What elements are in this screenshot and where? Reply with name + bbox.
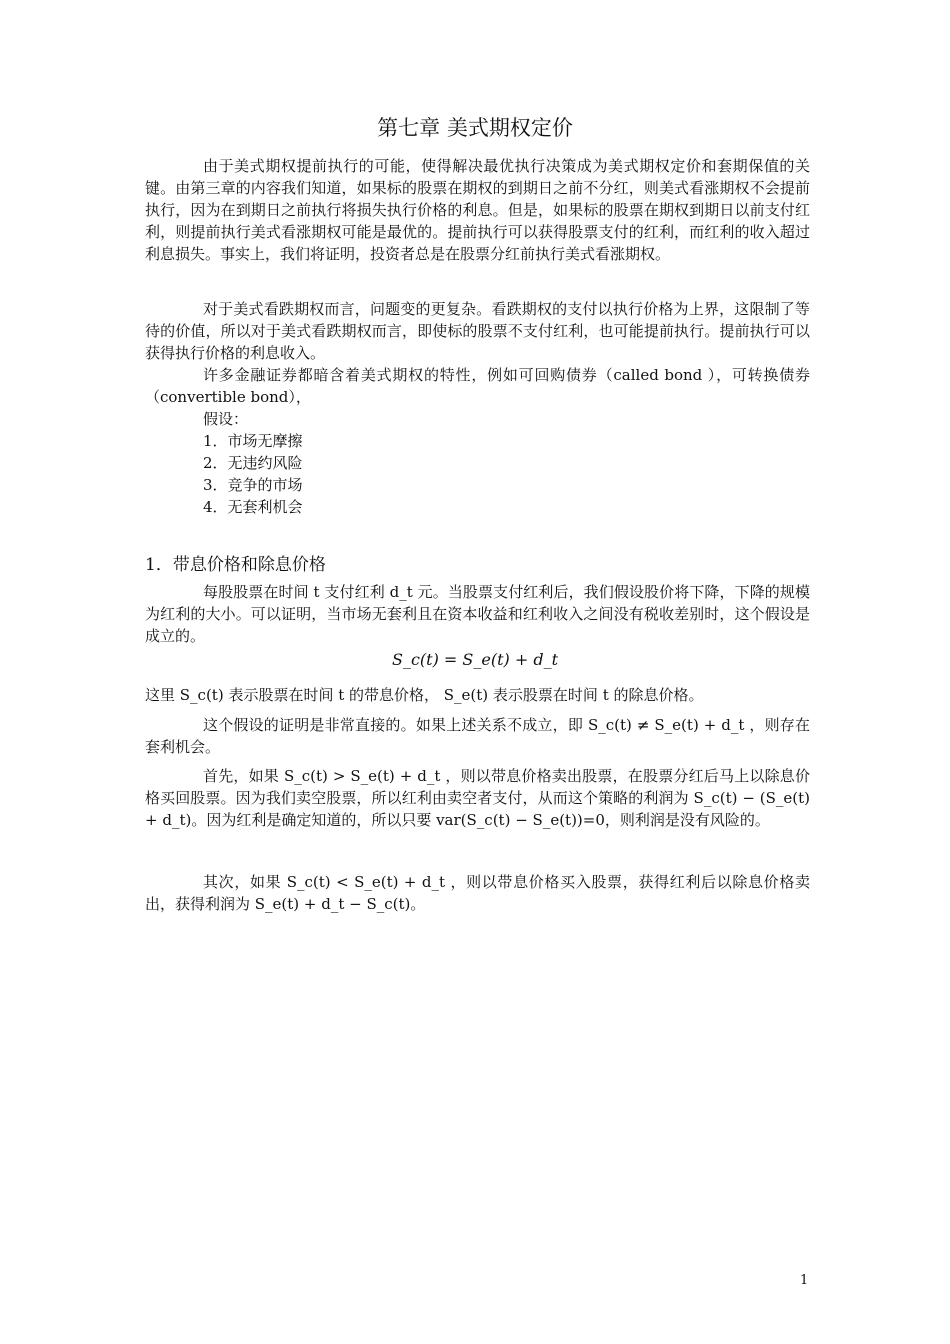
intro-paragraph-2: 对于美式看跌期权而言，问题变的更复杂。看跌期权的支付以执行价格为上界，这限制了等待的价值，所以对于美式看跌期权而言，即使标的股票不支付红利，也可能提前执行。提前执行可以获得执行价格的利息收入。	[145, 300, 810, 362]
list-item: 3．竞争的市场	[203, 476, 303, 494]
section-paragraph-4: 首先，如果 S_c(t) > S_e(t) + d_t ，则以带息价格卖出股票，在股票分红后马上以除息价格买回股票。因为我们卖空股票，所以红利由卖空者支付，从而这个策略的利润为 S_c(t) − (S_e(t) + d_t)。因为红利是确定知道的，所以只要 var(S_c(t) − S_e(t))=0，则利润是没有风险的。	[145, 767, 810, 829]
intro-paragraph-1: 由于美式期权提前执行的可能，使得解决最优执行决策成为美式期权定价和套期保值的关键。由第三章的内容我们知道，如果标的股票在期权的到期日之前不分红，则美式看涨期权不会提前执行，因为在到期日之前执行将损失执行价格的利息。但是，如果标的股票在期权到期日以前支付红利，则提前执行美式看涨期权可能是最优的。提前执行可以获得股票支付的红利，而红利的收入超过利息损失。事实上，我们将证明，投资者总是在股票分红前执行美式看涨期权。	[145, 157, 810, 263]
section-paragraph-1: 每股股票在时间 t 支付红利 d_t 元。当股票支付红利后，我们假设股价将下降，下降的规模为红利的大小。可以证明，当市场无套利且在资本收益和红利收入之间没有税收差别时，这个假设是成立的。	[145, 583, 810, 645]
list-item: 4．无套利机会	[203, 498, 303, 516]
section-paragraph-5: 其次，如果 S_c(t) < S_e(t) + d_t ，则以带息价格买入股票，获得红利后以除息价格卖出，获得利润为 S_e(t) + d_t − S_c(t)。	[145, 873, 810, 913]
dividend-equation: S_c(t) = S_e(t) + d_t	[391, 650, 558, 669]
page-number: 1	[800, 1273, 809, 1288]
list-item: 2．无违约风险	[203, 454, 303, 472]
section-paragraph-2: 这里 S_c(t) 表示股票在时间 t 的带息价格， S_e(t) 表示股票在时间 t 的除息价格。	[145, 686, 704, 704]
section-heading: 1．带息价格和除息价格	[145, 555, 326, 575]
chapter-title: 第七章 美式期权定价	[377, 116, 573, 140]
assumption-list	[203, 408, 303, 518]
list-item: 1．市场无摩擦	[203, 432, 303, 450]
section-paragraph-3: 这个假设的证明是非常直接的。如果上述关系不成立，即 S_c(t) ≠ S_e(t) + d_t ，则存在套利机会。	[145, 716, 810, 756]
assumption-heading: 假设：	[203, 410, 249, 428]
intro-paragraph-3: 许多金融证券都暗含着美式期权的特性，例如可回购债券（called bond ），可转换债券（convertible bond），	[145, 366, 810, 406]
